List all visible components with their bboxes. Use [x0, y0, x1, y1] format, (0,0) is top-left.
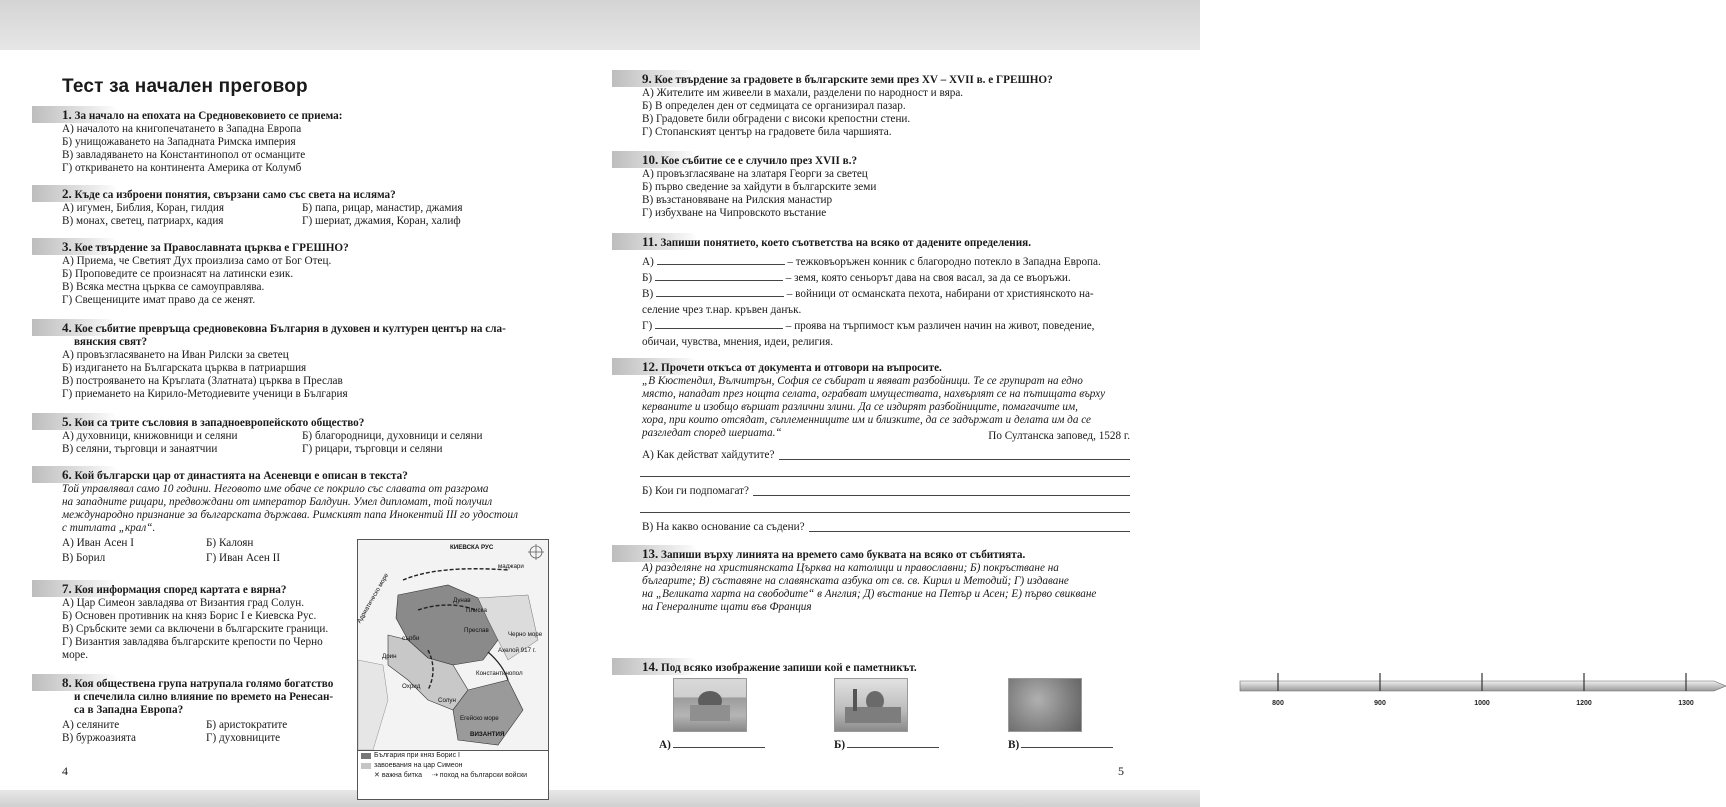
- question-6: 6. Кой български цар от династията на Асеневци е описан в текста? Той управлявал само 10 години. Неговото име обаче се покрило със славата от разгрома на западните рицари, предвождани от император Балдуин. Умел дипломат, той получил международно признание за българската държава. Римският папа Инокентий III го удостоил с титлата „крал“. А) Иван Асен I Б) Калоян В) Борил Г) Иван Асен II: [60, 468, 548, 565]
- map-graphic: [355, 540, 548, 750]
- question-5: 5. Кои са трите съсловия в западноевропейското общество? А) духовници, книжовници и селяни Б) благородници, духовници и селяни В) селяни, търговци и занаятчии Г) рицари, търговци и селяни: [60, 415, 542, 456]
- question-14: 14. Под всяко изображение запиши кой е паметникът.: [642, 659, 917, 674]
- question-10: 10. Кое събитие се е случило през XVII в.? А) провъзгласяване на златаря Георги за светец Б) първо сведение за хайдути в българските земи В) възстановяване на Рилския манастир Г) избухване на Чипровското въстание: [642, 152, 877, 219]
- question-2: 2. Къде са изброени понятия, свързани само със света на исляма? А) игумен, Библия, Коран, гилдия Б) папа, рицар, манастир, джамия В) монах, светец, патриарх, кадия Г) шериат, джамия, Коран, халиф: [60, 187, 542, 228]
- top-band: [0, 0, 1200, 50]
- map-label: Плиска: [466, 607, 487, 614]
- map-label: Ахелой 917 г.: [498, 647, 536, 654]
- answer-blank[interactable]: [847, 737, 939, 748]
- timeline-year: 1200: [1576, 700, 1592, 707]
- map-label: Дунав: [453, 597, 471, 604]
- answer-line[interactable]: [640, 466, 1130, 477]
- map-label: Константинопол: [476, 670, 523, 677]
- question-12: 12. Прочети откъса от документа и отговори на въпросите. „В Кюстендил, Вълчитрън, София се събират и явяват разбойници. Те се групират на едно място, нападат през нощта селата, ограбват имуществата, нахвърлят се на пътищата върху керваните и изобщо вършат различни злини. Да се издирят разбойниците, помагачите им, хора, при които отсядат, съплеменниците им и близките, да се задържат и делата им да се разгледат според шериата.“ По Султанска заповед, 1528 г. А) Как действат хайдутите? Б) Кои ги подпомагат? В) На какво основание са съдени?: [642, 359, 1130, 533]
- map-label: Преслав: [464, 627, 489, 634]
- map-label: ВИЗАНТИЯ: [470, 731, 505, 738]
- battle-icon: ✕ важна битка: [374, 772, 422, 779]
- map-label: КИЕВСКА РУС: [450, 544, 494, 551]
- caption-b: Б): [834, 737, 939, 751]
- timeline-year: 1300: [1678, 700, 1694, 707]
- answer-blank[interactable]: [1021, 737, 1113, 748]
- monument-image-b: [834, 678, 908, 732]
- left-page: [0, 50, 600, 790]
- question-13: 13. Запиши върху линията на времето само буквата на всяко от събитията. А) разделяне на християнската Църква на католици и православни; Б) покръстване на българите; В) съставяне на славянската азбука от св. св. Кирил и Методий; Г) издаване на „Великата харта на свободите“ в Англия; Д) въстание на Петър и Асен; Е) първо свикване на Генералните щати във Франция: [640, 547, 1130, 614]
- map-label: сърби: [402, 635, 420, 642]
- question-7: 7. Коя информация според картата е вярна? А) Цар Симеон завладява от Византия град Солун. Б) Основен противник на княз Борис I е Киевска Рус. В) Сръбските земи са включени в българските граници. Г) Византия завладява българските крепости по Черно море.: [60, 582, 350, 662]
- page-number-right: 5: [1118, 764, 1124, 778]
- map-label: Черно море: [508, 631, 543, 638]
- answer-line[interactable]: [779, 449, 1131, 460]
- question-9: 9. Кое твърдение за градовете в българските земи през XV – XVII в. е ГРЕШНО? А) Жителите им живеели в махали, разделени по народност и вяра. Б) В определен ден от седмицата се организирал пазар. В) Градовете били обградени с високи крепостни стени. Г) Стопанският център на градовете била чаршията.: [642, 71, 1053, 138]
- timeline-year: 900: [1374, 700, 1386, 707]
- question-11: 11. Запиши понятието, което съответства на всяко от дадените определения. А) – тежковъоръжен конник с благородно потекло в Западна Европа. Б) – земя, която сеньорът дава на своя васал, за да се въоръжи. В) – войници от османската пехота, набирани от християнското на- селение чрез т.нар. кръвен данък. Г) – проява на търпимост към различен начин на живот, поведение, обичаи, чувства, мнения, идеи, религия.: [640, 235, 1130, 350]
- historical-map: [357, 539, 549, 751]
- legend-item: България при княз Борис I: [358, 751, 548, 761]
- map-label: Охрид: [402, 683, 421, 690]
- question-3: 3. Кое твърдение за Православната църква е ГРЕШНО? А) Приема, че Светият Дух произлиза само от Бог Отец. Б) Проповедите се произнасят на латински език. В) Всяка местна църква се самоуправлява. Г) Свещениците имат право да се женят.: [62, 239, 349, 306]
- timeline[interactable]: [1240, 679, 1726, 707]
- page-title: Тест за начален преговор: [62, 76, 308, 97]
- question-1: 1. За начало на епохата на Средновековието се приема: А) началото на книгопечатането в Западна Европа Б) унищожаването на Западната Римска империя В) завладяването на Константинопол от османците Г) откриването на континента Америка от Колумб: [62, 107, 343, 174]
- map-label: Дрин: [382, 653, 397, 660]
- right-page: [600, 50, 1694, 790]
- map-legend: [357, 750, 549, 800]
- monument-image-c: [1008, 678, 1082, 732]
- map-label: Адриатическо море: [355, 572, 391, 625]
- answer-line[interactable]: [640, 502, 1130, 513]
- answer-line[interactable]: [753, 485, 1130, 496]
- answer-line[interactable]: [809, 521, 1130, 532]
- monument-image-a: [673, 678, 747, 732]
- question-8: 8. Коя обществена група натрупала голямо богатство и спечелила силно влияние по времето на Ренесан- са в Западна Европа? А) селяните Б) аристократите В) буржоазията Г) духовниците: [60, 676, 350, 745]
- answer-blank[interactable]: [657, 254, 785, 265]
- bottom-band: [0, 790, 1200, 807]
- question-4: 4. Кое събитие превръща средновековна България в духовен и културен център на сла- вянския свят? А) провъзгласяването на Иван Рилски за светец Б) издигането на Българската църква в патриаршия В) построяването на Кръглата (Златната) църква в Преслав Г) приемането на Кирило-Методиевите ученици в България: [62, 320, 506, 400]
- answer-blank[interactable]: [673, 737, 765, 748]
- timeline-year: 800: [1272, 700, 1284, 707]
- caption-c: В): [1008, 737, 1113, 751]
- arrow-icon: ⇢ поход на български войски: [431, 772, 528, 779]
- map-label: Солун: [438, 697, 456, 704]
- map-label: Егейско море: [460, 715, 499, 722]
- legend-item: завоевания на цар Симеон: [358, 761, 548, 771]
- timeline-year: 1000: [1474, 700, 1490, 707]
- answer-blank[interactable]: [656, 286, 784, 297]
- map-label: маджари: [498, 563, 524, 570]
- answer-blank[interactable]: [655, 270, 783, 281]
- caption-a: А): [659, 737, 765, 751]
- page-number-left: 4: [62, 764, 68, 778]
- answer-blank[interactable]: [655, 318, 783, 329]
